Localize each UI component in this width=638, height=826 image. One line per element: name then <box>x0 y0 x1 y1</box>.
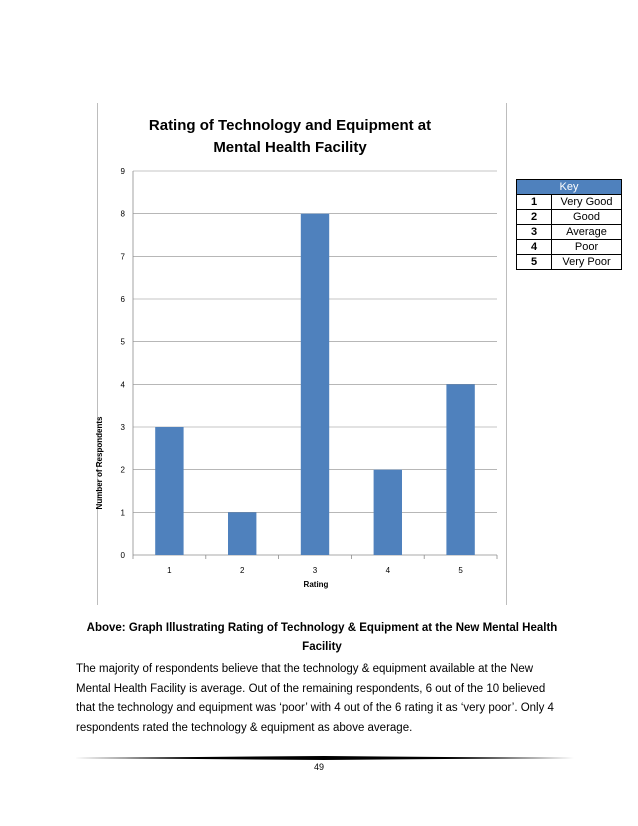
chart-title-line-1: Rating of Technology and Equipment at <box>148 117 432 134</box>
key-number: 1 <box>517 195 552 210</box>
key-label: Average <box>552 225 622 240</box>
key-label: Very Good <box>552 195 622 210</box>
y-tick-label: 2 <box>120 465 125 475</box>
key-row <box>517 195 622 210</box>
x-tick-label: 3 <box>312 566 318 575</box>
footer-divider <box>74 756 574 760</box>
y-tick-label: 0 <box>120 551 125 560</box>
body-paragraph: The majority of respondents believe that the technology & equipment available at the New Mental Health Facility is average. Out of the remaining respondents, 6 out of the 10 believed that the technology and equipment was ‘poor’ with 4 out of the 6 rating it as ‘very poor’. Only 4 respondents rated the technology & equipment as above average. <box>76 663 554 734</box>
key-row <box>517 210 622 225</box>
y-tick-label: 3 <box>120 423 125 432</box>
caption-line-2: Facility <box>302 641 342 653</box>
x-tick-label: 4 <box>385 566 391 575</box>
bar-chart <box>95 103 508 605</box>
x-tick-label: 1 <box>167 566 172 575</box>
figure-caption <box>72 619 572 657</box>
y-tick-label: 1 <box>120 508 125 518</box>
key-label: Very Poor <box>552 255 622 270</box>
caption-line-1: Above: Graph Illustrating Rating of Technology & Equipment at the New Mental Health <box>86 622 558 634</box>
bar-rating-5 <box>446 384 474 555</box>
y-tick-label: 6 <box>120 295 125 304</box>
key-number: 3 <box>517 225 552 240</box>
y-tick-label: 4 <box>120 380 125 390</box>
key-header: Key <box>517 180 622 195</box>
y-tick-label: 5 <box>120 337 125 347</box>
y-tick-label: 9 <box>120 167 125 176</box>
key-label: Good <box>552 210 622 225</box>
key-row <box>517 225 622 240</box>
key-label: Poor <box>552 240 622 255</box>
page-number: 49 <box>313 762 324 772</box>
bar-rating-1 <box>155 427 183 555</box>
key-number: 4 <box>517 240 552 255</box>
bar-rating-3 <box>301 214 329 555</box>
bar-rating-4 <box>374 470 402 555</box>
key-row <box>517 240 622 255</box>
y-tick-label: 8 <box>120 209 125 219</box>
chart-title-line-2: Mental Health Facility <box>213 139 367 156</box>
y-tick-label: 7 <box>120 252 125 262</box>
bar-rating-2 <box>228 512 256 555</box>
key-table <box>516 179 622 270</box>
y-axis-title: Number of Respondents <box>95 416 104 510</box>
key-row <box>517 255 622 270</box>
chart-container <box>97 103 507 605</box>
key-number: 5 <box>517 255 552 270</box>
x-tick-label: 2 <box>239 566 245 575</box>
x-tick-label: 5 <box>458 566 463 575</box>
x-axis-title: Rating <box>303 580 329 589</box>
key-number: 2 <box>517 210 552 225</box>
